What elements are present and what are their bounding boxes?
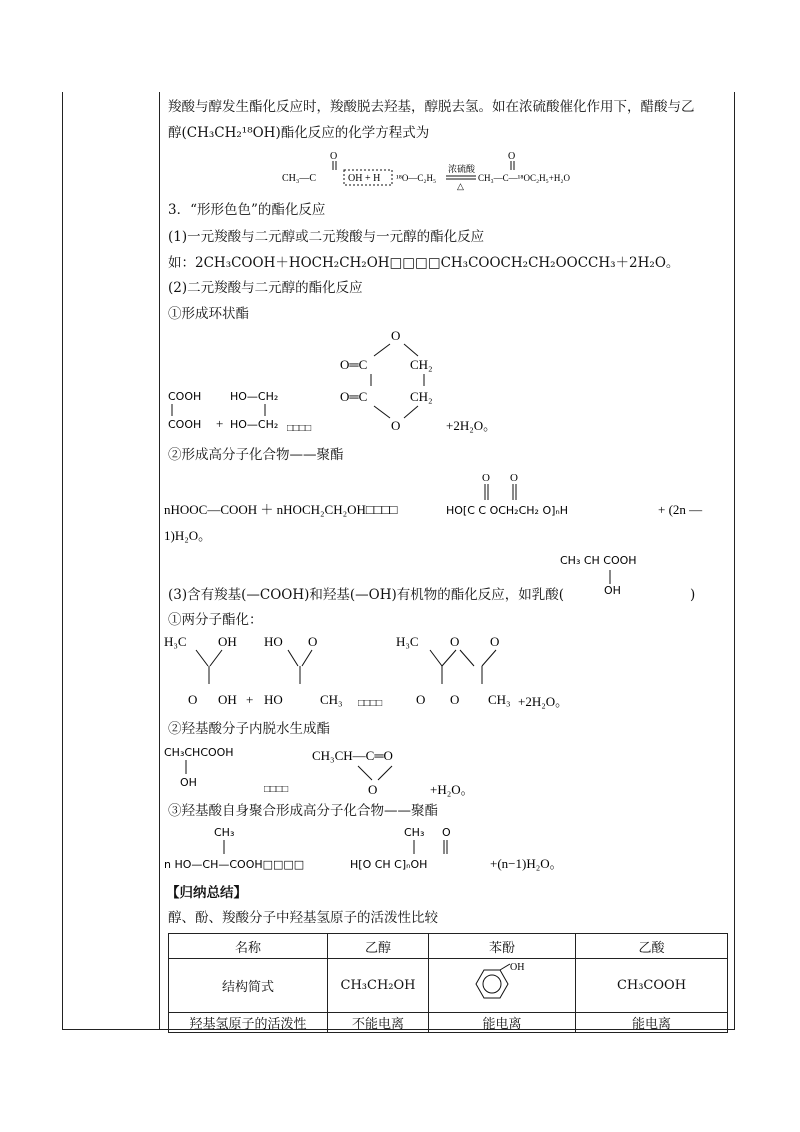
table-row-activity bbox=[169, 1013, 728, 1033]
row1-ethanol: CH₃CH₂OH bbox=[328, 959, 429, 1013]
intra-top: CH₃CHCOOH bbox=[164, 746, 234, 759]
di-o-2: O bbox=[308, 634, 318, 649]
section-2b: ②形成高分子化合物——聚酯 bbox=[168, 447, 344, 463]
di-boxes: □□□□ bbox=[358, 698, 383, 709]
table-header-name: 名称 bbox=[169, 934, 328, 959]
section-2a: ①形成环状酯 bbox=[168, 306, 249, 322]
row1-acetic: CH₃COOH bbox=[576, 959, 728, 1013]
ring-co-1: O═C bbox=[340, 357, 368, 372]
section-1-equation: 如：2CH₃COOH＋HOCH₂CH₂OH□□□□CH₃COOCH₂CH₂OOCCH₃＋2H₂O。 bbox=[168, 255, 680, 271]
intra-o: O bbox=[368, 782, 378, 797]
section-3c: ③羟基酸自身聚合形成高分子化合物——聚酯 bbox=[168, 803, 438, 819]
polylactic-diagram bbox=[160, 822, 600, 876]
intra-oh: OH bbox=[180, 776, 197, 789]
eq1-rhs: CH₃—C—¹⁸OC₂H₅+H₂O bbox=[478, 173, 570, 183]
di-h3c-1: H₃C bbox=[164, 634, 187, 649]
poly-tail: + (2n — bbox=[658, 502, 703, 517]
lactic-top: CH₃ CH COOH bbox=[560, 554, 637, 567]
table-header-phenol: 苯酚 bbox=[429, 934, 576, 959]
intra-ring: CH₃CH—C═O bbox=[312, 748, 393, 763]
polylac-tail: +(n−1)H₂O。 bbox=[490, 856, 563, 871]
di-oh-2: OH bbox=[218, 692, 237, 707]
eq1-cond-bot: △ bbox=[457, 181, 464, 191]
di-tail: +2H₂O。 bbox=[518, 694, 569, 709]
polyester-diagram bbox=[160, 466, 740, 546]
heading-3: 3．“形形色色”的酯化反应 bbox=[168, 202, 326, 218]
eq1-mid: ¹⁸O—C₂H₅ bbox=[396, 173, 437, 183]
di-o-3: O bbox=[450, 634, 460, 649]
ring-hoch2-1: HO—CH₂ bbox=[230, 390, 279, 403]
polylac-rhs: H[O CH C]ₙOH bbox=[350, 858, 428, 871]
ring-o-bottom: O bbox=[391, 418, 401, 433]
eq1-o2: O bbox=[508, 151, 516, 162]
eq1-lhs: CH₃—C bbox=[282, 173, 317, 184]
polylac-ch3-2: CH₃ bbox=[404, 826, 425, 839]
lactic-oh: OH bbox=[604, 584, 621, 596]
ring-ch2-2: CH₂ bbox=[410, 389, 433, 404]
phenol-oh: OH bbox=[510, 961, 525, 973]
di-ho-2: HO bbox=[264, 692, 283, 707]
di-o-6: O bbox=[450, 692, 460, 707]
di-plus: + bbox=[246, 692, 254, 707]
row1-phenol bbox=[429, 959, 576, 1013]
table-header-row bbox=[169, 934, 728, 959]
intra-tail: +H₂O。 bbox=[430, 782, 474, 797]
ring-cooh-1: COOH bbox=[168, 390, 202, 403]
ring-hoch2-2: HO—CH₂ bbox=[230, 418, 279, 431]
eq1-cond-top: 浓硫酸 bbox=[448, 164, 476, 174]
poly-o2: O bbox=[510, 472, 518, 484]
dimer-ester-diagram bbox=[160, 628, 600, 714]
left-column bbox=[63, 92, 160, 1029]
lactic-acid-structure bbox=[560, 548, 710, 596]
ring-co-2: O═C bbox=[340, 389, 368, 404]
row2-ethanol: 不能电离 bbox=[328, 1013, 429, 1033]
row2-acetic: 能电离 bbox=[576, 1013, 728, 1033]
poly-rhs: HO[C C OCH₂CH₂ O]ₙH bbox=[446, 504, 569, 517]
table-header-acetic: 乙酸 bbox=[576, 934, 728, 959]
polylac-ch3-1: CH₃ bbox=[214, 826, 235, 839]
table-header-ethanol: 乙醇 bbox=[328, 934, 429, 959]
section-3a: ①两分子酯化： bbox=[168, 612, 263, 628]
poly-tail2: 1)H₂O。 bbox=[164, 528, 212, 543]
intramolecular-ester-diagram bbox=[160, 740, 560, 800]
table-row-structure bbox=[169, 959, 728, 1013]
ring-ch2-1: CH₂ bbox=[410, 357, 433, 372]
summary-text: 醇、酚、羧酸分子中羟基氢原子的活泼性比较 bbox=[168, 910, 438, 926]
para-1: 羧酸与醇发生酯化反应时，羧酸脱去羟基，醇脱去氢。如在浓硫酸催化作用下，醋酸与乙 bbox=[168, 99, 695, 115]
di-o-1: O bbox=[188, 692, 198, 707]
ring-boxes: □□□□ bbox=[287, 423, 312, 434]
comparison-table bbox=[168, 933, 728, 1033]
section-3-end: ) bbox=[690, 587, 696, 603]
para-2: 醇(CH₃CH₂¹⁸OH)酯化反应的化学方程式为 bbox=[168, 125, 430, 141]
ring-ester-diagram bbox=[160, 324, 520, 439]
poly-o1: O bbox=[482, 472, 490, 484]
ring-o-top: O bbox=[391, 328, 401, 343]
di-o-5: O bbox=[416, 692, 426, 707]
summary-title: 【归纳总结】 bbox=[166, 885, 247, 901]
eq1-o1: O bbox=[330, 151, 338, 162]
equation-esterification bbox=[280, 148, 600, 192]
row1-label: 结构简式 bbox=[169, 959, 328, 1013]
polylac-lhs: n HO—CH—COOH□□□□ bbox=[164, 858, 305, 871]
ring-cooh-2: COOH bbox=[168, 418, 202, 431]
section-2: (2)二元羧酸与二元醇的酯化反应 bbox=[168, 280, 363, 296]
intra-boxes: □□□□ bbox=[264, 784, 289, 795]
phenol-structure-icon bbox=[462, 960, 542, 1008]
polylac-o: O bbox=[442, 826, 451, 839]
section-3: (3)含有羧基(—COOH)和羟基(—OH)有机物的酯化反应，如乳酸( bbox=[168, 587, 565, 603]
ring-plus: + bbox=[216, 416, 224, 431]
row2-phenol: 能电离 bbox=[429, 1013, 576, 1033]
ring-tail: +2H₂O。 bbox=[446, 418, 497, 433]
row2-label: 羟基氢原子的活泼性 bbox=[169, 1013, 328, 1033]
di-h3c-2: H₃C bbox=[396, 634, 419, 649]
section-1: (1)一元羧酸与二元醇或二元羧酸与一元醇的酯化反应 bbox=[168, 229, 485, 245]
di-o-4: O bbox=[490, 634, 500, 649]
di-ch3-1: CH₃ bbox=[320, 692, 343, 707]
di-oh-1: OH bbox=[218, 634, 237, 649]
section-3b: ②羟基酸分子内脱水生成酯 bbox=[168, 721, 330, 737]
poly-lhs: nHOOC—COOH ＋ nHOCH₂CH₂OH□□□□ bbox=[164, 502, 398, 517]
eq1-box: OH + H bbox=[348, 173, 381, 184]
di-ch3-2: CH₃ bbox=[488, 692, 511, 707]
di-ho-1: HO bbox=[264, 634, 283, 649]
